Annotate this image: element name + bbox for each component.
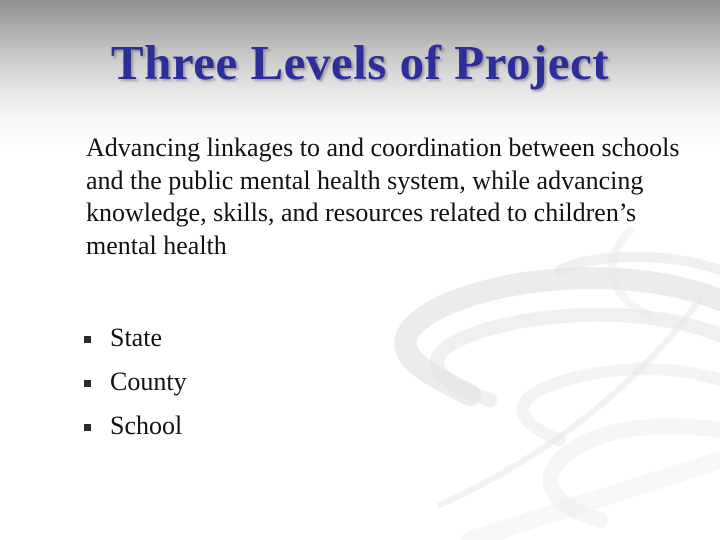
square-bullet-icon (84, 424, 91, 431)
slide-title: Three Levels of Project (110, 35, 610, 90)
square-bullet-icon (84, 336, 91, 343)
bullet-item-state (84, 316, 187, 360)
bullet-item-school (84, 404, 187, 448)
bullet-list (84, 316, 187, 448)
bullet-label: County (110, 367, 187, 396)
bullet-label: State (110, 323, 162, 352)
slide-body-text: Advancing linkages to and coordination between schools and the public mental health system, while advancing knowledge, skills, and resources related to children’s mental health (86, 133, 680, 260)
square-bullet-icon (84, 380, 91, 387)
bullet-label: School (110, 411, 183, 440)
bullet-item-county (84, 360, 187, 404)
